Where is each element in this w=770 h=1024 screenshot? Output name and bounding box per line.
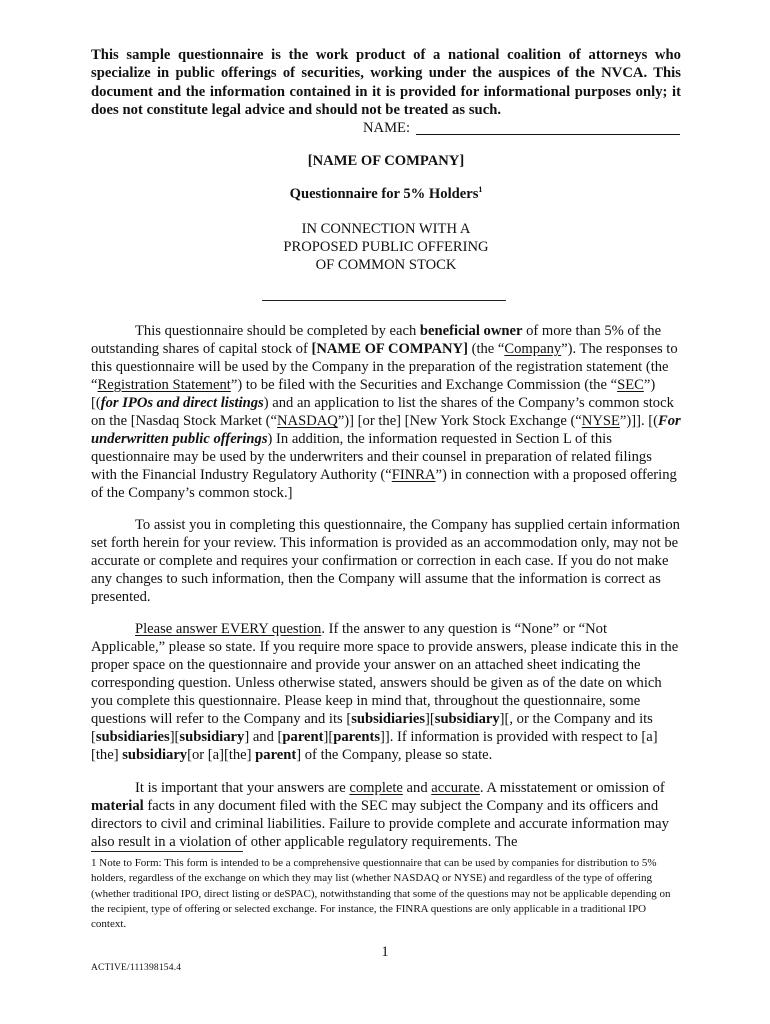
subtitle-line-1: IN CONNECTION WITH A [301, 221, 471, 237]
footnote-ref: 1 [478, 185, 483, 194]
page-title [91, 185, 681, 203]
section-divider [262, 300, 506, 301]
name-label: NAME: [363, 120, 411, 136]
document-id: ACTIVE/111398154.4 [91, 963, 182, 973]
subtitle-line-3: OF COMMON STOCK [315, 257, 457, 273]
disclaimer-text: This sample questionnaire is the work product of a national coalition of attorneys who specialize in public offerings of securities, working under the auspices of the NVCA. This document and the information contained in it is provided for informational purposes only; it does not constitute legal advice and should not be treated as such. [91, 47, 681, 118]
page-number: 1 [381, 944, 389, 960]
accuracy-paragraph: It is important that your answers are complete and accurate. A misstatement or omission of material facts in any document filed with the SEC may subject the Company and its officers and directors to civil and criminal liabilities. Failure to provide complete and accurate information may also result in a violation of other applicable regulatory requirements. The [91, 780, 669, 850]
subtitle-line-2: PROPOSED PUBLIC OFFERING [283, 239, 489, 255]
intro-paragraph: This questionnaire should be completed by each beneficial owner of more than 5% of the outstanding shares of capital stock of [NAME OF COMPANY] (the “Company”). The responses to this questionnaire will be used by the Company in the preparation of the registration statement (the “Registration Statement”) to be filed with the Securities and Exchange Commission (the “SEC”) [(for IPOs and direct listings) and an application to list the shares of the Company’s common stock on the [Nasdaq Stock Market (“NASDAQ”)] [or the] [New York Stock Exchange (“NYSE”)]]. [(For underwritten public offerings) In addition, the information requested in Section L of this questionnaire may be used by the underwriters and their counsel in preparation of related filings with the Financial Industry Regulatory Authority (“FINRA”) in connection with a proposed offering of the Company’s common stock.] [91, 323, 681, 501]
footnote-divider [91, 851, 243, 852]
footnote-number: 1 [91, 857, 97, 869]
footnote-text: Note to Form: This form is intended to be a comprehensive questionnaire that can be used by companies for distribution to 5% holders, regardless of the exchange on which they may list (whether NASDAQ or NYSE) and regardless of the type of offering (whether traditional IPO, direct listing or deSPAC), notwithstanding that some of the questions may not be applicable depending on the recipient, type of offering or selected exchange. For instance, the FINRA questions are only applicable in a traditional IPO context. [91, 857, 671, 931]
assistance-paragraph: To assist you in completing this questionnaire, the Company has supplied certain information set forth herein for your review. This information is provided as an accommodation only, may not be accurate or complete and requires your confirmation or correction in each case. If you do not make any changes to such information, then the Company will assume that the information is correct as presented. [91, 517, 680, 605]
instructions-paragraph: Please answer EVERY question. If the answer to any question is “None” or “Not Applicable,” please so state. If you require more space to provide answers, please indicate this in the proper space on the questionnaire and provide your answer on an attached sheet indicating the corresponding question. Unless otherwise stated, answers should be given as of the date on which you complete this questionnaire. Please keep in mind that, throughout the questionnaire, some questions will refer to the Company and its [subsidiaries][subsidiary][, or the Company and its [subsidiaries][subsidiary] and [parent][parents]]. If information is provided with respect to [a][the] subsidiary[or [a][the] parent] of the Company, please so state. [91, 621, 679, 763]
footnote [91, 856, 681, 932]
name-blank-line [416, 120, 680, 135]
company-name-heading: [NAME OF COMPANY] [307, 153, 465, 169]
name-field [363, 119, 680, 137]
title-text: Questionnaire for 5% Holders [289, 186, 479, 202]
